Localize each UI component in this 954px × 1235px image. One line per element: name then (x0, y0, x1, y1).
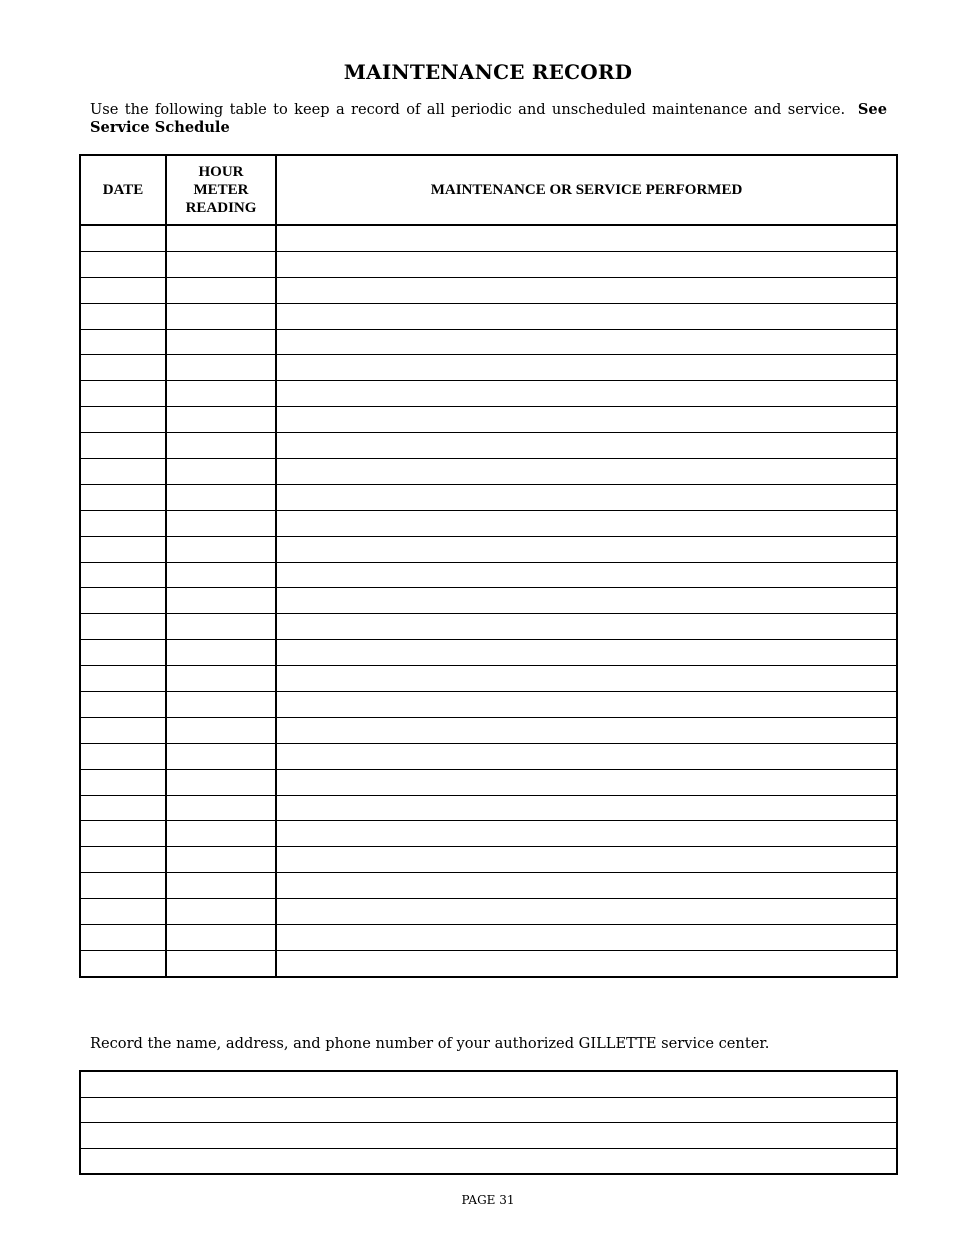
hour-meter-cell[interactable] (166, 925, 276, 951)
hour-meter-cell[interactable] (166, 407, 276, 433)
hour-meter-cell[interactable] (166, 873, 276, 899)
maintenance-cell[interactable] (276, 847, 897, 873)
hour-meter-cell[interactable] (166, 588, 276, 614)
maintenance-cell[interactable] (276, 666, 897, 692)
page-number: PAGE 31 (461, 1193, 515, 1207)
page-title: MAINTENANCE RECORD (343, 60, 633, 84)
table-row (80, 925, 897, 951)
date-cell[interactable] (80, 717, 166, 743)
table-row (80, 743, 897, 769)
date-cell[interactable] (80, 640, 166, 666)
maintenance-cell[interactable] (276, 407, 897, 433)
date-cell[interactable] (80, 303, 166, 329)
maintenance-cell[interactable] (276, 925, 897, 951)
table-row (80, 355, 897, 381)
column-header-maintenance: MAINTENANCE OR SERVICE PERFORMED (276, 155, 897, 225)
date-cell[interactable] (80, 692, 166, 718)
service-schedule-reference: See Service Schedule (90, 101, 887, 136)
date-cell[interactable] (80, 950, 166, 976)
date-cell[interactable] (80, 743, 166, 769)
date-cell[interactable] (80, 873, 166, 899)
maintenance-cell[interactable] (276, 303, 897, 329)
maintenance-cell[interactable] (276, 329, 897, 355)
service-center-entry-cell[interactable] (80, 1097, 897, 1123)
hour-meter-cell[interactable] (166, 510, 276, 536)
table-row (80, 821, 897, 847)
maintenance-cell[interactable] (276, 225, 897, 251)
hour-meter-cell[interactable] (166, 743, 276, 769)
date-cell[interactable] (80, 847, 166, 873)
date-cell[interactable] (80, 251, 166, 277)
hour-meter-cell[interactable] (166, 614, 276, 640)
maintenance-cell[interactable] (276, 640, 897, 666)
table-row (80, 847, 897, 873)
table-header-row (80, 155, 897, 225)
service-center-table (79, 1070, 898, 1175)
service-center-instruction: Record the name, address, and phone number of your authorized GILLETTE service center. (90, 1035, 770, 1052)
date-cell[interactable] (80, 381, 166, 407)
maintenance-cell[interactable] (276, 717, 897, 743)
table-row (80, 950, 897, 976)
maintenance-cell[interactable] (276, 873, 897, 899)
hour-meter-label: HOUR METER READING (185, 164, 257, 216)
hour-meter-cell[interactable] (166, 329, 276, 355)
date-cell[interactable] (80, 433, 166, 459)
service-center-line (80, 1071, 897, 1097)
maintenance-cell[interactable] (276, 510, 897, 536)
hour-meter-cell[interactable] (166, 251, 276, 277)
maintenance-cell[interactable] (276, 433, 897, 459)
hour-meter-cell[interactable] (166, 225, 276, 251)
table-row (80, 769, 897, 795)
date-cell[interactable] (80, 769, 166, 795)
date-cell[interactable] (80, 795, 166, 821)
maintenance-cell[interactable] (276, 795, 897, 821)
table-row (80, 873, 897, 899)
hour-meter-cell[interactable] (166, 355, 276, 381)
date-cell[interactable] (80, 459, 166, 485)
hour-meter-cell[interactable] (166, 821, 276, 847)
intro-paragraph (90, 101, 887, 137)
maintenance-cell[interactable] (276, 950, 897, 976)
maintenance-cell[interactable] (276, 459, 897, 485)
hour-meter-cell[interactable] (166, 692, 276, 718)
maintenance-cell[interactable] (276, 821, 897, 847)
hour-meter-cell[interactable] (166, 484, 276, 510)
table-row (80, 484, 897, 510)
table-row (80, 251, 897, 277)
table-row (80, 614, 897, 640)
date-cell[interactable] (80, 277, 166, 303)
date-cell[interactable] (80, 925, 166, 951)
date-cell[interactable] (80, 588, 166, 614)
hour-meter-cell[interactable] (166, 277, 276, 303)
table-row (80, 459, 897, 485)
table-row (80, 536, 897, 562)
hour-meter-cell[interactable] (166, 950, 276, 976)
maintenance-record-table (79, 154, 898, 978)
maintenance-cell[interactable] (276, 743, 897, 769)
maintenance-cell[interactable] (276, 588, 897, 614)
hour-meter-cell[interactable] (166, 769, 276, 795)
maintenance-cell[interactable] (276, 899, 897, 925)
service-center-line (80, 1148, 897, 1174)
hour-meter-cell[interactable] (166, 640, 276, 666)
date-cell[interactable] (80, 225, 166, 251)
service-center-entry-cell[interactable] (80, 1123, 897, 1149)
table-row (80, 303, 897, 329)
service-center-entry-cell[interactable] (80, 1071, 897, 1097)
date-cell[interactable] (80, 355, 166, 381)
date-cell[interactable] (80, 536, 166, 562)
table-row (80, 795, 897, 821)
date-cell[interactable] (80, 484, 166, 510)
table-row (80, 225, 897, 251)
hour-meter-cell[interactable] (166, 562, 276, 588)
service-center-line (80, 1097, 897, 1123)
maintenance-cell[interactable] (276, 277, 897, 303)
service-center-entry-cell[interactable] (80, 1148, 897, 1174)
column-header-date: DATE (80, 155, 166, 225)
maintenance-cell[interactable] (276, 769, 897, 795)
table-row (80, 433, 897, 459)
hour-meter-cell[interactable] (166, 303, 276, 329)
table-row (80, 510, 897, 536)
hour-meter-cell[interactable] (166, 847, 276, 873)
hour-meter-cell[interactable] (166, 381, 276, 407)
table-row (80, 717, 897, 743)
maintenance-cell[interactable] (276, 381, 897, 407)
hour-meter-cell[interactable] (166, 795, 276, 821)
date-cell[interactable] (80, 329, 166, 355)
hour-meter-cell[interactable] (166, 536, 276, 562)
table-row (80, 899, 897, 925)
table-row (80, 329, 897, 355)
hour-meter-cell[interactable] (166, 666, 276, 692)
maintenance-cell[interactable] (276, 484, 897, 510)
hour-meter-cell[interactable] (166, 433, 276, 459)
hour-meter-cell[interactable] (166, 459, 276, 485)
date-cell[interactable] (80, 614, 166, 640)
table-row (80, 407, 897, 433)
table-row (80, 666, 897, 692)
date-cell[interactable] (80, 407, 166, 433)
table-row (80, 588, 897, 614)
table-row (80, 692, 897, 718)
hour-meter-cell[interactable] (166, 717, 276, 743)
maintenance-cell[interactable] (276, 536, 897, 562)
table-row (80, 277, 897, 303)
date-cell[interactable] (80, 899, 166, 925)
maintenance-cell[interactable] (276, 251, 897, 277)
date-cell[interactable] (80, 821, 166, 847)
date-cell[interactable] (80, 562, 166, 588)
maintenance-cell[interactable] (276, 562, 897, 588)
table-row (80, 640, 897, 666)
table-row (80, 381, 897, 407)
column-header-hour-meter (166, 155, 276, 225)
service-center-line (80, 1123, 897, 1149)
hour-meter-cell[interactable] (166, 899, 276, 925)
intro-text: Use the following table to keep a record of all periodic and unscheduled maintenance and service. (90, 101, 846, 118)
date-cell[interactable] (80, 666, 166, 692)
maintenance-cell[interactable] (276, 692, 897, 718)
date-cell[interactable] (80, 510, 166, 536)
maintenance-cell[interactable] (276, 355, 897, 381)
maintenance-cell[interactable] (276, 614, 897, 640)
table-row (80, 562, 897, 588)
